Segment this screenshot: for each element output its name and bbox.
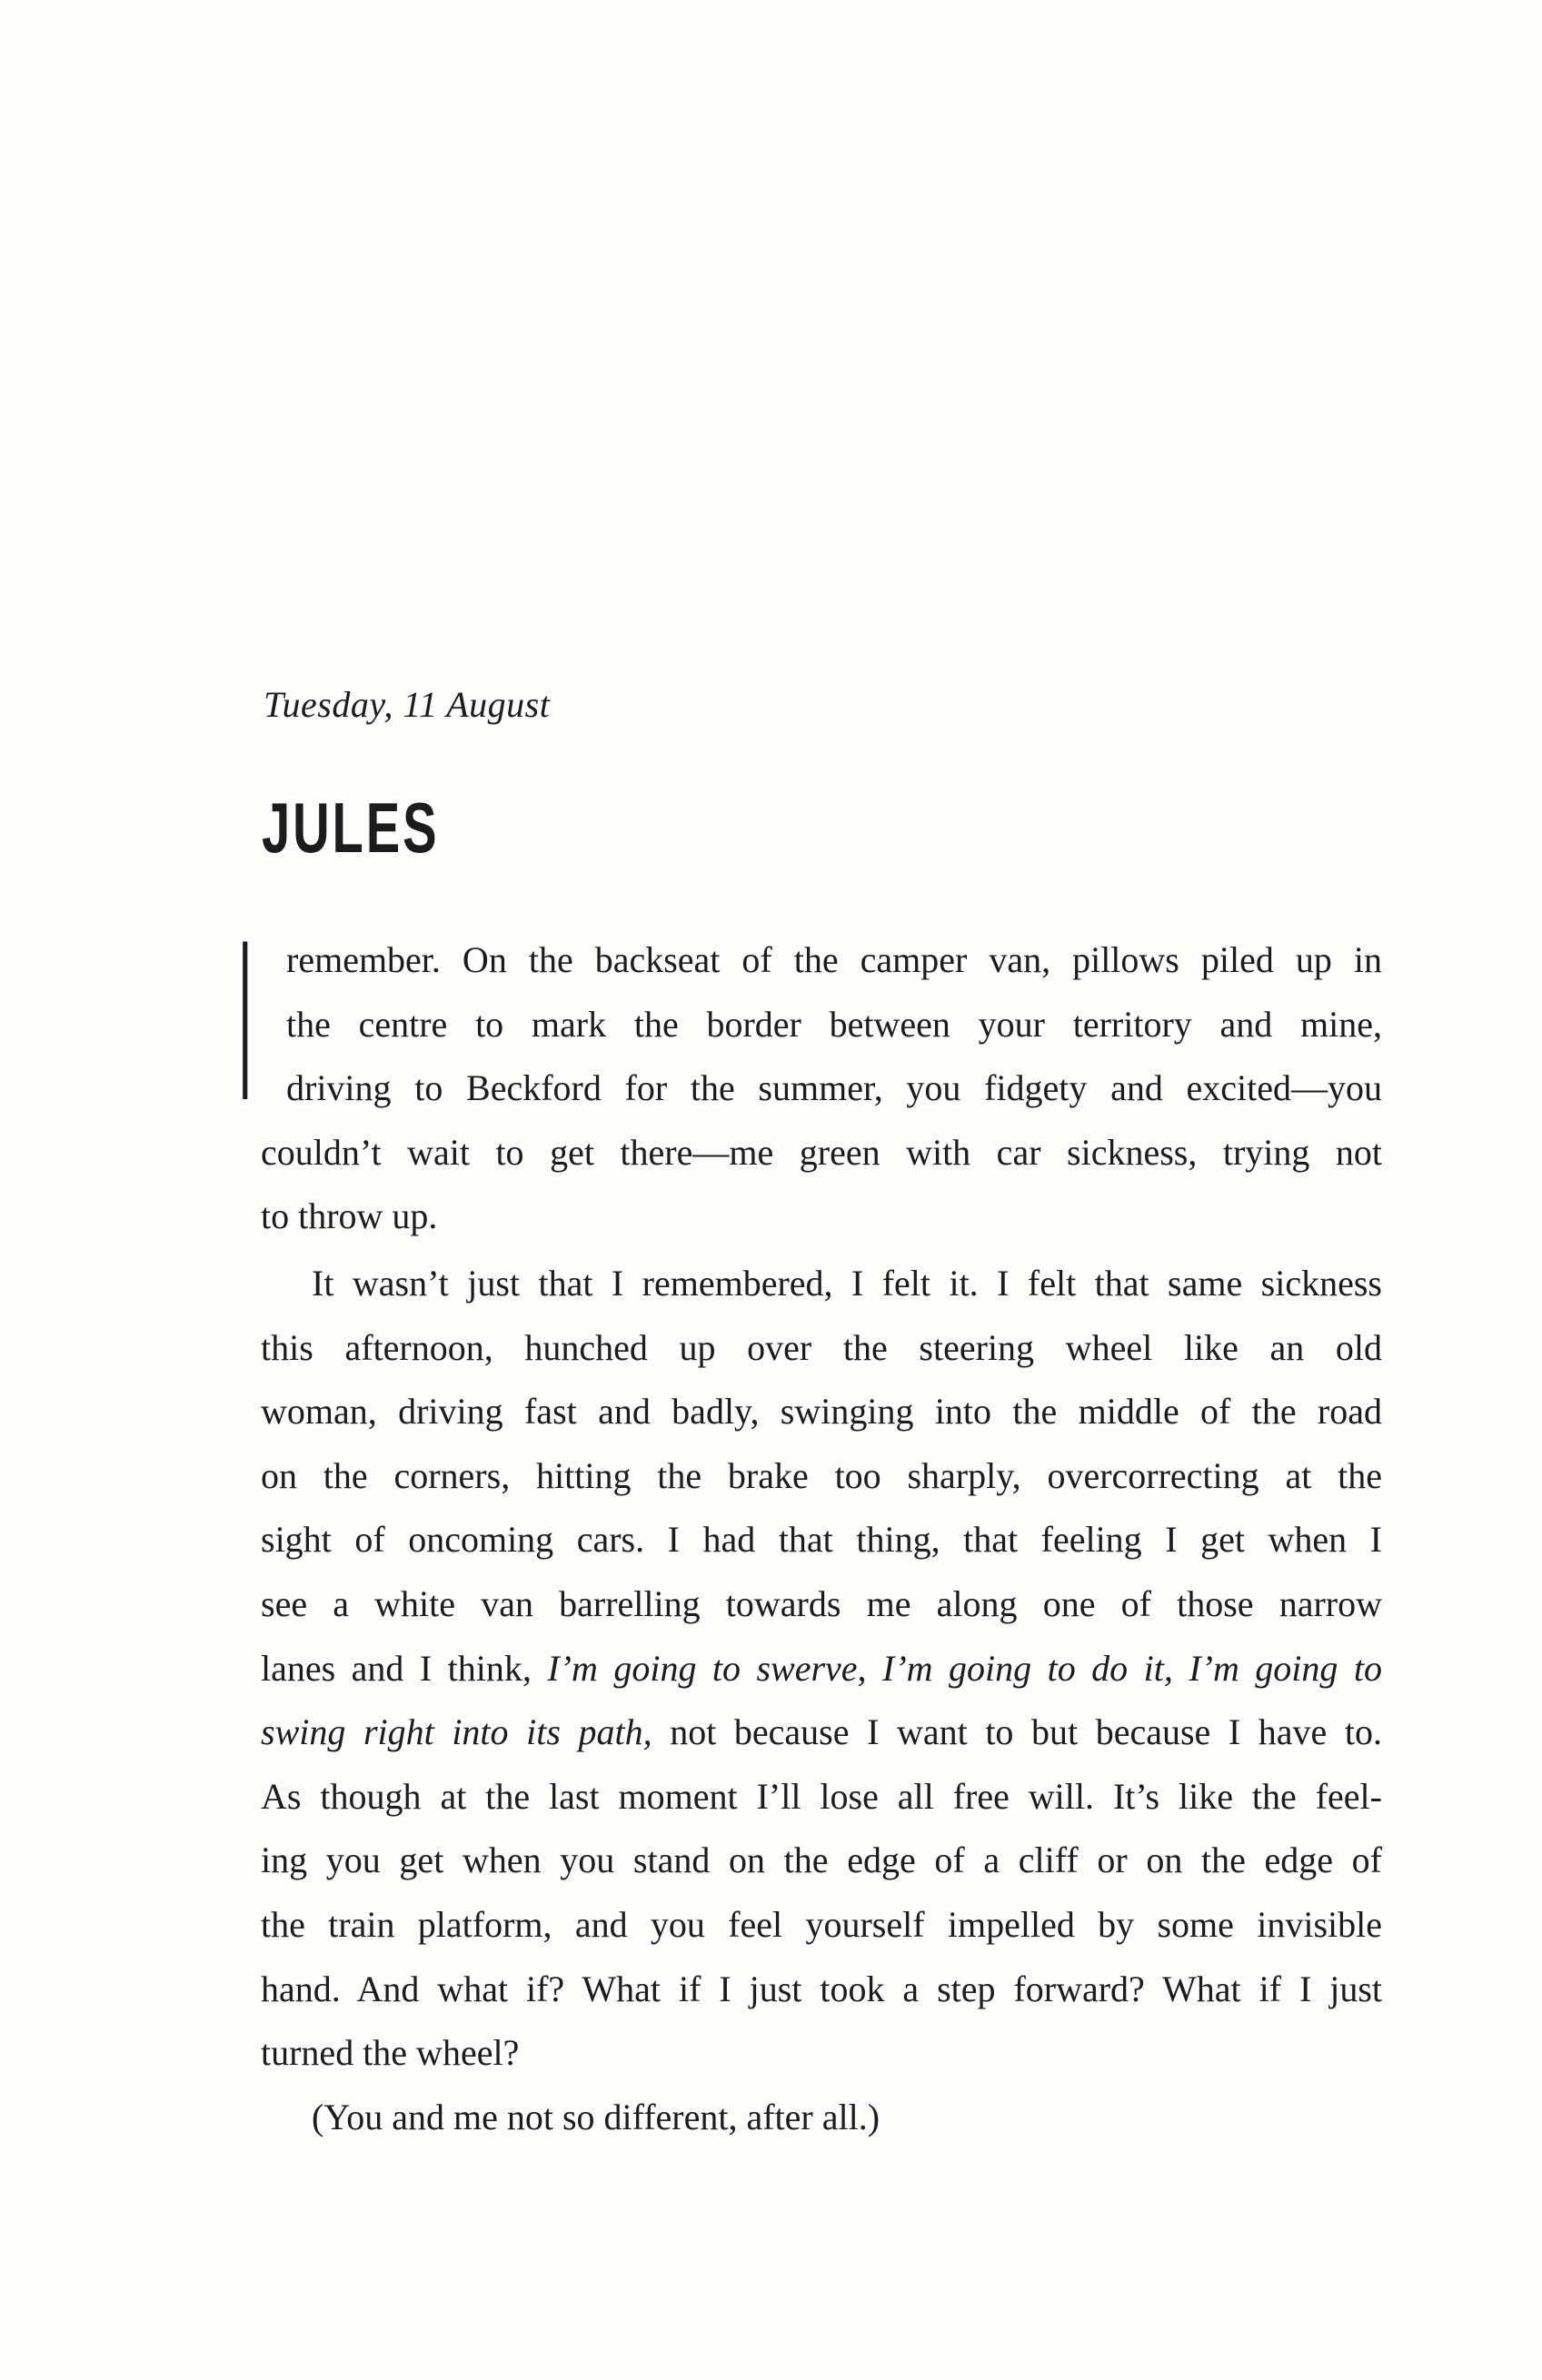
text-line — [261, 1185, 1382, 1249]
text-span: the centre to mark the border between your territory and mine, — [286, 1003, 1382, 1045]
text-line — [261, 1508, 1382, 1572]
text-line — [261, 993, 1382, 1057]
drop-cap: I — [238, 899, 253, 1151]
text-span: sight of oncoming cars. I had that thing, that feeling I get when I — [261, 1519, 1382, 1561]
text-line — [261, 1252, 1382, 1316]
text-line — [261, 1121, 1382, 1185]
italic-span: I’m going to swerve, I’m going to do it, I’m going to — [547, 1647, 1382, 1689]
text-span: (You and me not so different, after all.) — [312, 2096, 880, 2137]
text-line — [261, 1444, 1382, 1509]
italic-span: swing right into its path, — [261, 1711, 652, 1753]
text-line — [261, 1572, 1382, 1637]
text-line — [261, 1893, 1382, 1958]
text-span: couldn’t wait to get there—me green with car sickness, trying not — [261, 1131, 1382, 1173]
body-text — [261, 928, 1382, 2149]
text-span: woman, driving fast and badly, swinging into the middle of the road — [261, 1391, 1382, 1433]
text-line — [261, 2086, 1382, 2150]
text-line — [261, 1637, 1382, 1701]
text-span: It wasn’t just that I remembered, I felt it. I felt that same sickness — [312, 1262, 1382, 1304]
chapter-title: JULES — [262, 788, 440, 868]
text-span: lanes and I think, — [261, 1647, 548, 1689]
text-line — [261, 1829, 1382, 1893]
text-line — [261, 1056, 1382, 1121]
text-span: hand. And what if? What if I just took a step forward? What if I just — [261, 1968, 1382, 2009]
text-span: driving to Beckford for the summer, you fidgety and excited—you — [286, 1067, 1382, 1109]
text-span: see a white van barrelling towards me along one of those narrow — [261, 1582, 1382, 1624]
text-span: not because I want to but because I have to. — [652, 1711, 1382, 1753]
text-line — [261, 2021, 1382, 2086]
chapter-date: Tuesday, 11 August — [264, 684, 551, 725]
text-line — [261, 1701, 1382, 1765]
text-span: As though at the last moment I’ll lose all free will. It’s like the feel- — [261, 1775, 1382, 1817]
text-span: to throw up. — [261, 1195, 438, 1237]
text-line — [261, 928, 1382, 993]
text-line — [261, 1765, 1382, 1830]
text-line — [261, 1380, 1382, 1444]
text-line — [261, 1316, 1382, 1381]
text-span: on the corners, hitting the brake too sharply, overcorrecting at the — [261, 1454, 1382, 1496]
text-span: the train platform, and you feel yourself impelled by some invisible — [261, 1903, 1382, 1945]
text-span: this afternoon, hunched up over the steering wheel like an old — [261, 1326, 1382, 1368]
text-span: turned the wheel? — [261, 2032, 520, 2074]
text-span: remember. On the backseat of the camper van, pillows piled up in — [286, 939, 1382, 980]
text-span: ing you get when you stand on the edge of a cliff or on the edge of — [261, 1840, 1382, 1881]
text-line — [261, 1958, 1382, 2022]
